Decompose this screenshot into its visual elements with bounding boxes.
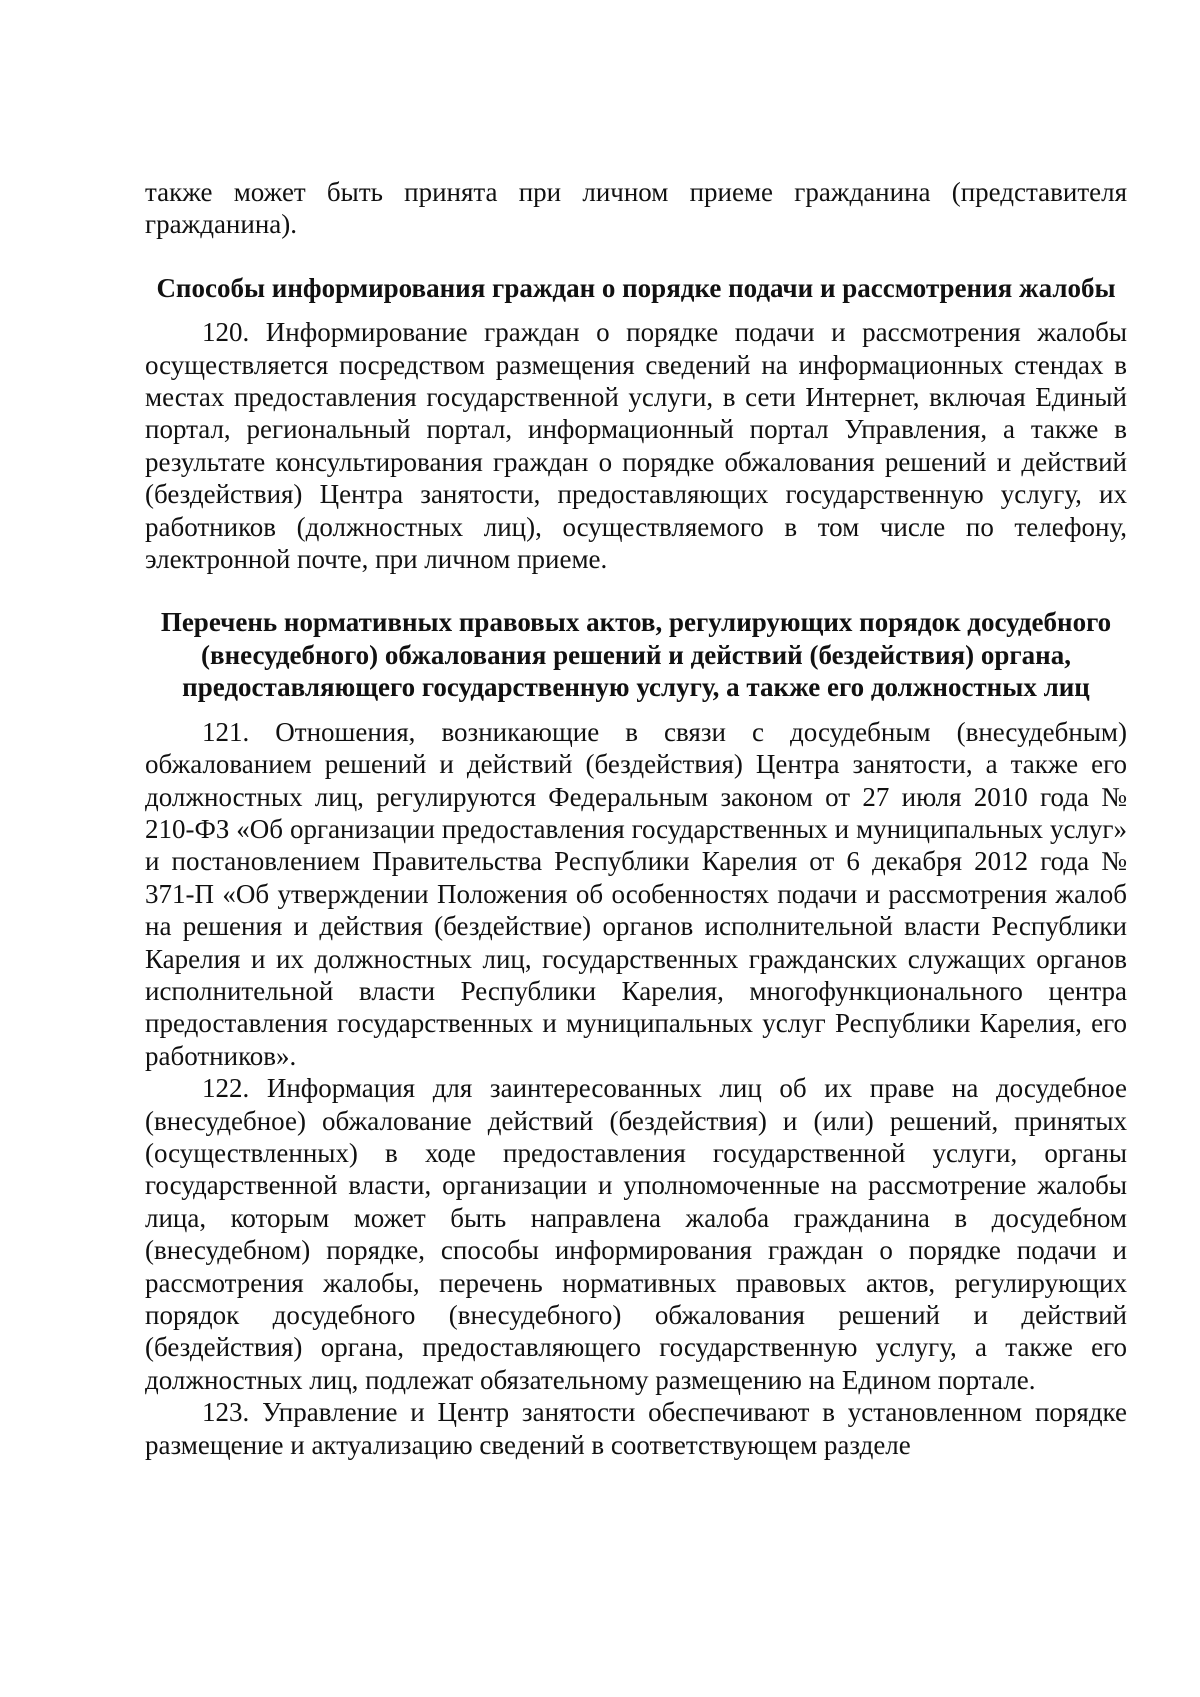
- paragraph-122: 122. Информация для заинтересованных лиц об их праве на досудебное (внесудебное) обжалование действий (бездействия) и (или) решений, принятых (осуществленных) в ходе предоставления государственной услуги, органы государственной власти, организации и уполномоченные на рассмотрение жалобы лица, которым может быть направлена жалоба гражданина в досудебном (внесудебном) порядке, способы информирования граждан о порядке подачи и рассмотрения жалобы, перечень нормативных правовых актов, регулирующих порядок досудебного (внесудебного) обжалования решений и действий (бездействия) органа, предоставляющего государственную услугу, а также его должностных лиц, подлежат обязательному размещению на Едином портале.: [145, 1073, 1127, 1395]
- continuation-paragraph: также может быть принята при личном приеме гражданина (представителя гражданина).: [145, 177, 1127, 240]
- paragraph-121: 121. Отношения, возникающие в связи с досудебным (внесудебным) обжалованием решений и действий (бездействия) Центра занятости, а также его должностных лиц, регулируются Федеральным законом от 27 июля 2010 года № 210-ФЗ «Об организации предоставления государственных и муниципальных услуг» и постановлением Правительства Республики Карелия от 6 декабря 2012 года № 371-П «Об утверждении Положения об особенностях подачи и рассмотрения жалоб на решения и действия (бездействие) органов исполнительной власти Республики Карелия и их должностных лиц, государственных гражданских служащих органов исполнительной власти Республики Карелия, многофункционального центра предоставления государственных и муниципальных услуг Республики Карелия, его работников».: [145, 716, 1127, 1071]
- section-heading-legal-acts: Перечень нормативных правовых актов, регулирующих порядок досудебного (внесудебного) обжалования решений и действий (бездействия) органа, предоставляющего государственную услугу, а также его должностных лиц: [160, 607, 1112, 703]
- document-body: [145, 176, 1127, 1461]
- section-heading-informing: Способы информирования граждан о порядке подачи и рассмотрения жалобы: [156, 272, 1116, 303]
- paragraph-123: 123. Управление и Центр занятости обеспечивают в установленном порядке размещение и актуализацию сведений в соответствующем разделе: [145, 1397, 1127, 1460]
- paragraph-120: 120. Информирование граждан о порядке подачи и рассмотрения жалобы осуществляется посредством размещения сведений на информационных стендах в местах предоставления государственной услуги, в сети Интернет, включая Единый портал, региональный портал, информационный портал Управления, а также в результате консультирования граждан о порядке обжалования решений и действий (бездействия) Центра занятости, предоставляющих государственную услугу, их работников (должностных лиц), осуществляемого в том числе по телефону, электронной почте, при личном приеме.: [145, 317, 1127, 575]
